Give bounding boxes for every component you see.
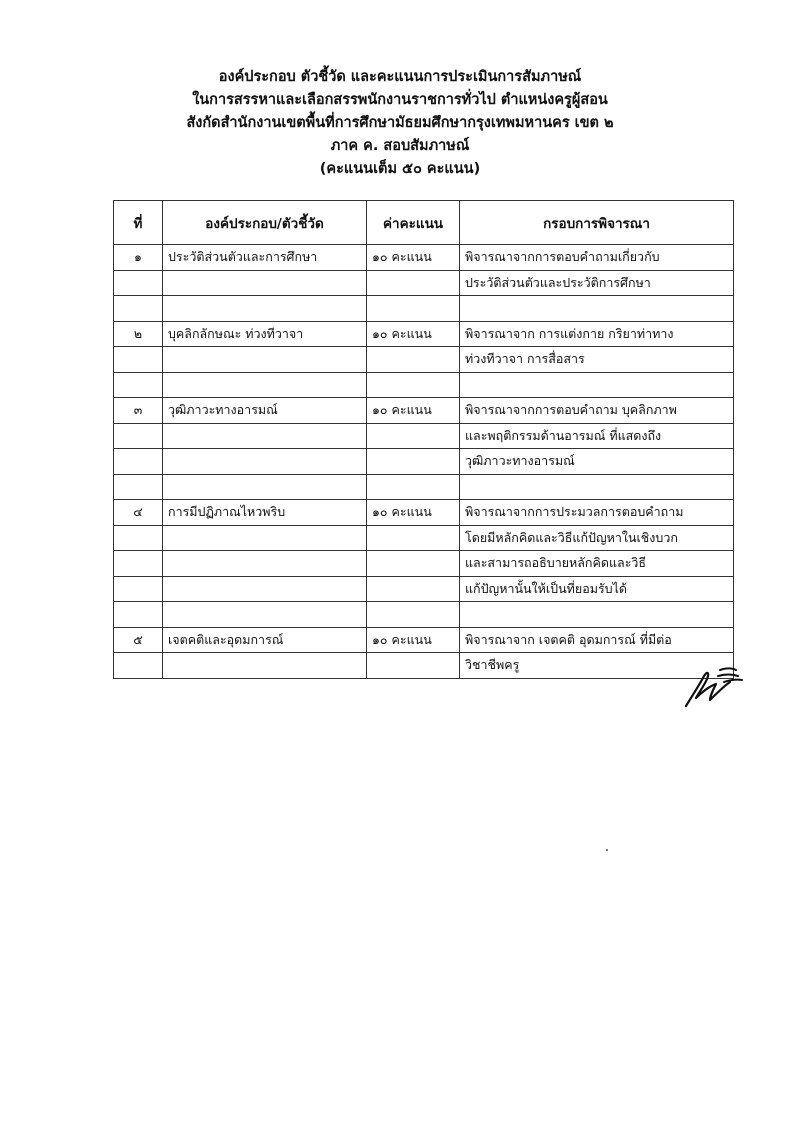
cell-criteria: ประวัติส่วนตัวและประวัติการศึกษา	[460, 270, 734, 296]
cell-component: เจตคติและอุดมการณ์	[163, 627, 367, 653]
criteria-table-header	[114, 201, 734, 245]
cell-no: ๑	[114, 245, 163, 271]
cell-no	[114, 551, 163, 577]
cell-score	[367, 347, 460, 373]
table-row	[114, 576, 734, 602]
table-row	[114, 500, 734, 526]
header-no: ที่	[114, 201, 163, 245]
table-row	[114, 245, 734, 271]
heading-line-4: ภาค ค. สอบสัมภาษณ์	[330, 138, 470, 154]
cell-component	[163, 653, 367, 679]
cell-score	[367, 602, 460, 628]
cell-component	[163, 347, 367, 373]
cell-score: ๑๐ คะแนน	[367, 627, 460, 653]
cell-no: ๕	[114, 627, 163, 653]
cell-criteria: ท่วงทีวาจา การสื่อสาร	[460, 347, 734, 373]
criteria-table	[113, 200, 734, 679]
table-row	[114, 551, 734, 577]
table-row	[114, 653, 734, 679]
cell-criteria: พิจารณาจากการประมวลการตอบคำถาม	[460, 500, 734, 526]
table-row	[114, 398, 734, 424]
cell-no	[114, 372, 163, 398]
cell-criteria	[460, 372, 734, 398]
cell-component	[163, 423, 367, 449]
cell-component	[163, 449, 367, 475]
cell-criteria: พิจารณาจาก การแต่งกาย กริยาท่าทาง	[460, 321, 734, 347]
document-heading	[0, 66, 800, 181]
heading-line-1: องค์ประกอบ ตัวชี้วัด และคะแนนการประเมินการสัมภาษณ์	[218, 69, 582, 85]
cell-component	[163, 576, 367, 602]
cell-criteria: และสามารถอธิบายหลักคิดและวิธี	[460, 551, 734, 577]
cell-no	[114, 474, 163, 500]
cell-criteria: และพฤติกรรมด้านอารมณ์ ที่แสดงถึง	[460, 423, 734, 449]
heading-line-5: (คะแนนเต็ม ๕๐ คะแนน)	[319, 161, 481, 177]
table-row	[114, 296, 734, 322]
cell-no	[114, 347, 163, 373]
cell-component	[163, 296, 367, 322]
cell-no	[114, 602, 163, 628]
cell-component: การมีปฏิภาณไหวพริบ	[163, 500, 367, 526]
cell-criteria: วิชาชีพครู	[460, 653, 734, 679]
cell-score	[367, 449, 460, 475]
cell-score	[367, 551, 460, 577]
cell-score: ๑๐ คะแนน	[367, 245, 460, 271]
cell-score	[367, 474, 460, 500]
cell-criteria: โดยมีหลักคิดและวิธีแก้ปัญหาในเชิงบวก	[460, 525, 734, 551]
table-row	[114, 270, 734, 296]
cell-no	[114, 296, 163, 322]
table-row	[114, 525, 734, 551]
cell-component	[163, 372, 367, 398]
cell-score	[367, 423, 460, 449]
cell-component: วุฒิภาวะทางอารมณ์	[163, 398, 367, 424]
cell-no: ๔	[114, 500, 163, 526]
cell-score: ๑๐ คะแนน	[367, 398, 460, 424]
cell-component: ประวัติส่วนตัวและการศึกษา	[163, 245, 367, 271]
cell-no	[114, 525, 163, 551]
heading-line-3: สังกัดสำนักงานเขตพื้นที่การศึกษามัธยมศึกษากรุงเทพมหานคร เขต ๒	[186, 115, 614, 131]
cell-score	[367, 270, 460, 296]
cell-component	[163, 270, 367, 296]
table-row	[114, 321, 734, 347]
cell-component	[163, 602, 367, 628]
table-row	[114, 627, 734, 653]
cell-component: บุคลิกลักษณะ ท่วงทีวาจา	[163, 321, 367, 347]
criteria-table-body	[114, 245, 734, 679]
header-row	[114, 201, 734, 245]
cell-criteria	[460, 474, 734, 500]
header-component: องค์ประกอบ/ตัวชี้วัด	[163, 201, 367, 245]
cell-score	[367, 525, 460, 551]
cell-no: ๒	[114, 321, 163, 347]
table-row	[114, 602, 734, 628]
cell-score	[367, 372, 460, 398]
table-row	[114, 423, 734, 449]
cell-criteria: พิจารณาจาก เจตคติ อุดมการณ์ ที่มีต่อ	[460, 627, 734, 653]
cell-criteria: วุฒิภาวะทางอารมณ์	[460, 449, 734, 475]
cell-score: ๑๐ คะแนน	[367, 500, 460, 526]
cell-no	[114, 653, 163, 679]
cell-criteria: แก้ปัญหานั้นให้เป็นที่ยอมรับได้	[460, 576, 734, 602]
header-score: ค่าคะแนน	[367, 201, 460, 245]
table-row	[114, 474, 734, 500]
cell-criteria	[460, 296, 734, 322]
heading-line-2: ในการสรรหาและเลือกสรรพนักงานราชการทั่วไป ตำแหน่งครูผู้สอน	[192, 92, 608, 108]
scan-speck	[606, 849, 608, 851]
cell-component	[163, 525, 367, 551]
cell-criteria: พิจารณาจากการตอบคำถามเกี่ยวกับ	[460, 245, 734, 271]
cell-score	[367, 653, 460, 679]
signature	[680, 662, 750, 712]
cell-no	[114, 449, 163, 475]
cell-no	[114, 576, 163, 602]
cell-component	[163, 474, 367, 500]
cell-no: ๓	[114, 398, 163, 424]
cell-score	[367, 576, 460, 602]
table-row	[114, 449, 734, 475]
header-criteria: กรอบการพิจารณา	[460, 201, 734, 245]
cell-criteria: พิจารณาจากการตอบคำถาม บุคลิกภาพ	[460, 398, 734, 424]
table-row	[114, 347, 734, 373]
cell-component	[163, 551, 367, 577]
table-row	[114, 372, 734, 398]
cell-no	[114, 423, 163, 449]
cell-no	[114, 270, 163, 296]
cell-score	[367, 296, 460, 322]
cell-criteria	[460, 602, 734, 628]
cell-score: ๑๐ คะแนน	[367, 321, 460, 347]
